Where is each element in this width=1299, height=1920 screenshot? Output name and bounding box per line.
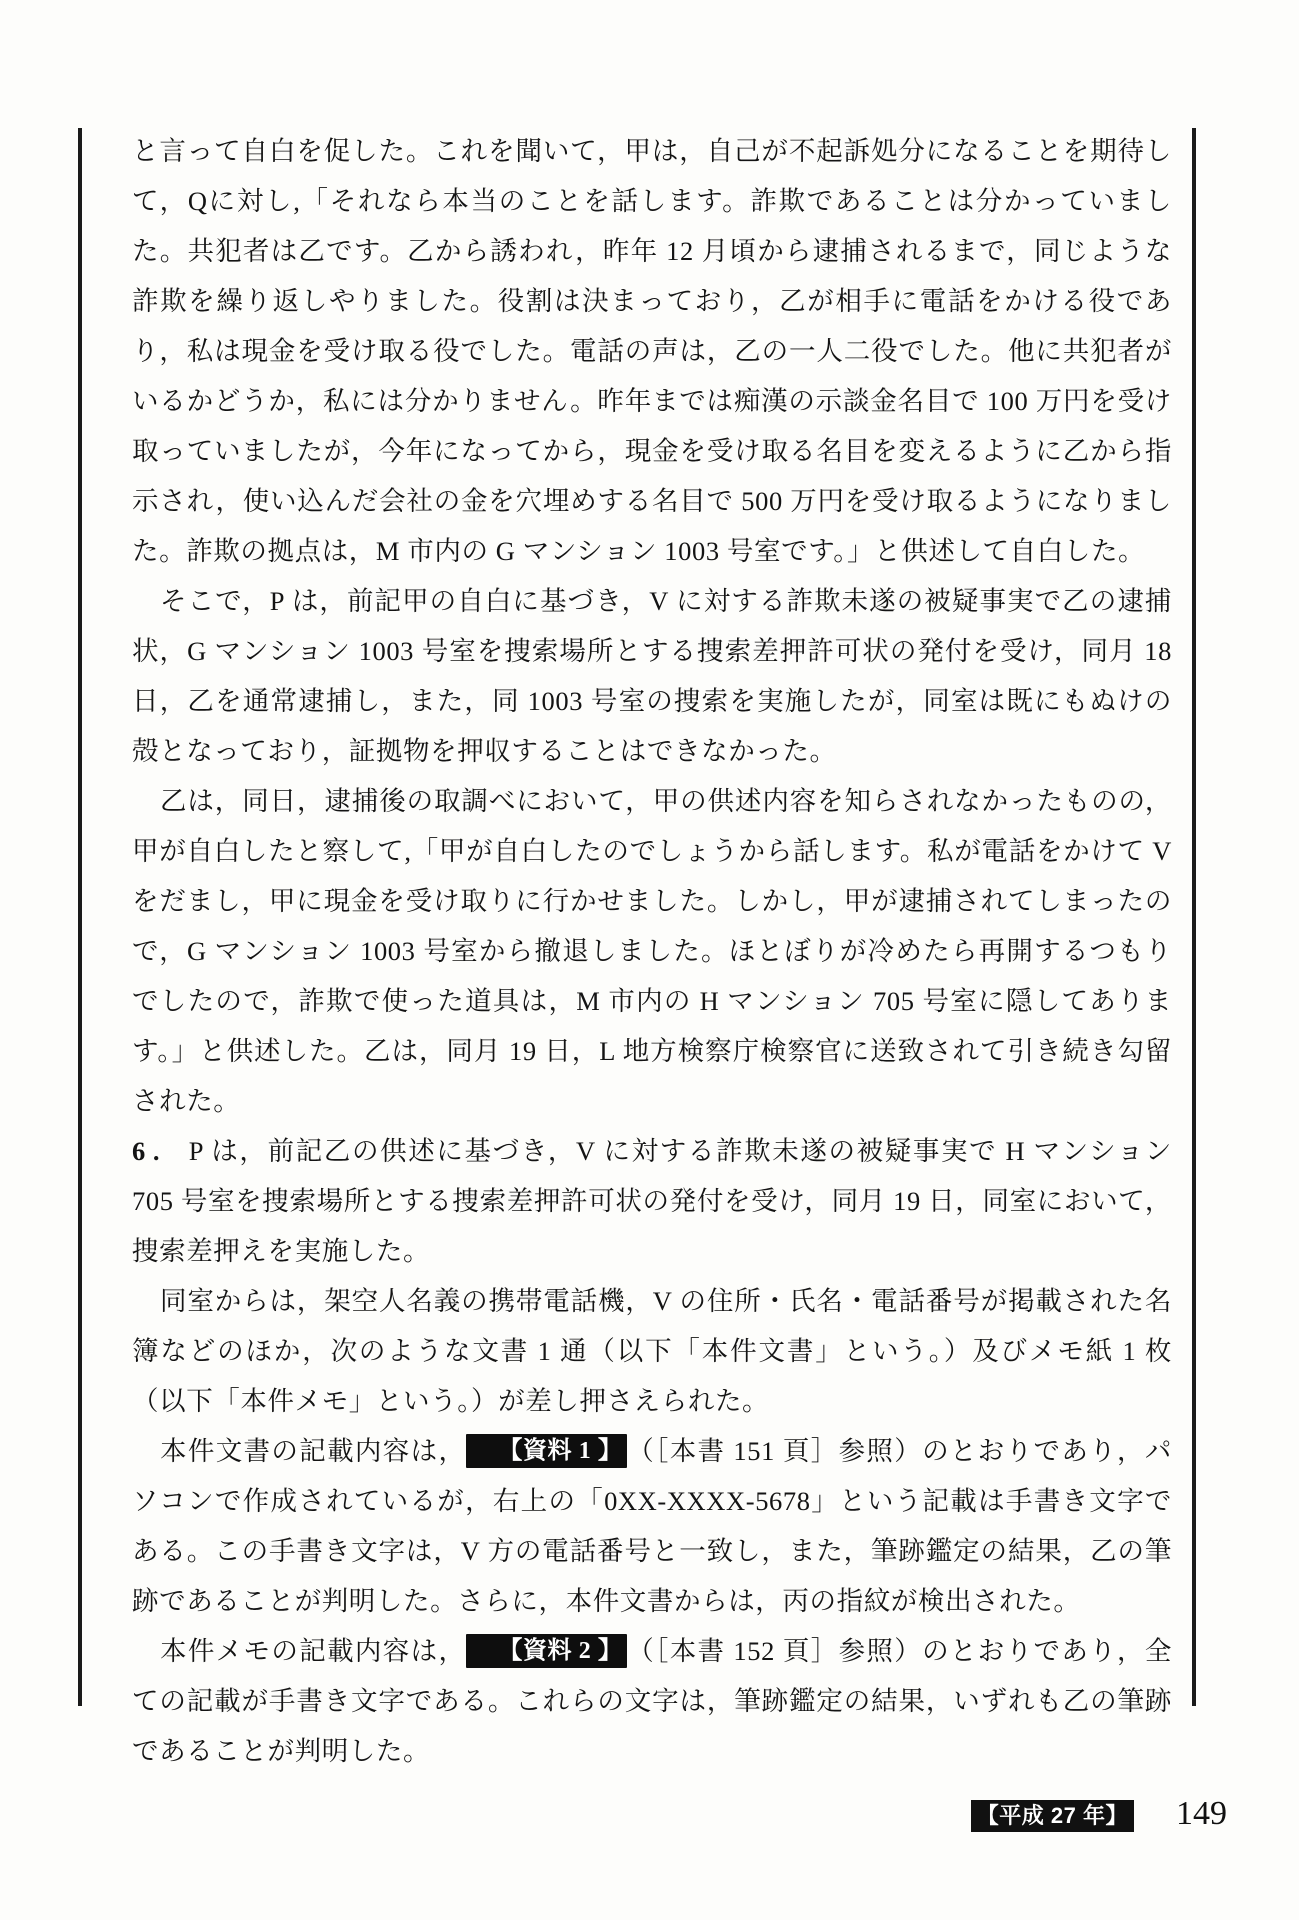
paragraph-7-tail: （［本書 152 頁］参照）のとおりであり，全ての記載が手書き文字である。これらの文字は，筆跡鑑定の結果，いずれも乙の筆跡であることが判明した。 <box>132 1636 1172 1766</box>
page-number: 149 <box>1176 1795 1227 1832</box>
paragraph-3: 乙は，同日，逮捕後の取調べにおいて，甲の供述内容を知らされなかったものの，甲が自白したと察して,「甲が自白したのでしょうから話します。私が電話をかけて V をだまし，甲に現金を受け取りに行かせました。しかし，甲が逮捕されてしまったので，G マンション 1003 号室から撤退しました。ほとぼりが冷めたら再開するつもりでしたので，詐欺で使った道具は，M 市内の H マンション 705 号室に隠してあります。」と供述した。乙は，同月 19 日，L 地方検察庁検察官に送致されて引き続き勾留された。 <box>132 786 1172 1116</box>
page-footer <box>0 1795 1299 1860</box>
paragraph-7 <box>132 1626 1172 1776</box>
paragraph-5: 同室からは，架空人名義の携帯電話機，V の住所・氏名・電話番号が掲載された名簿などのほか，次のような文書 1 通（以下「本件文書」という。）及びメモ紙 1 枚（以下「本件メモ」という。）が差し押さえられた。 <box>132 1286 1172 1416</box>
paragraph-4 <box>132 1126 1172 1276</box>
paragraph-6-lead: 本件文書の記載内容は， <box>160 1436 467 1466</box>
paragraph-7-lead: 本件メモの記載内容は， <box>160 1636 467 1666</box>
paragraph-6 <box>132 1426 1172 1626</box>
paragraph-6-tail: （［本書 151 頁］参照）のとおりであり，パソコンで作成されているが，右上の「0XX-XXXX-5678」という記載は手書き文字である。この手書き文字は，V 方の電話番号と一致し，また，筆跡鑑定の結果，乙の筆跡であることが判明した。さらに，本件文書からは，丙の指紋が検出された。 <box>132 1436 1172 1616</box>
left-margin-rule <box>78 128 82 1706</box>
paragraph-1: と言って自白を促した。これを聞いて，甲は，自己が不起訴処分になることを期待して，Qに対し,「それなら本当のことを話します。詐欺であることは分かっていました。共犯者は乙です。乙から誘われ，昨年 12 月頃から逮捕されるまで，同じような詐欺を繰り返しやりました。役割は決まっており，乙が相手に電話をかける役であり，私は現金を受け取る役でした。電話の声は，乙の一人二役でした。他に共犯者がいるかどうか，私には分かりません。昨年までは痴漢の示談金名目で 100 万円を受け取っていましたが，今年になってから，現金を受け取る名目を変えるように乙から指示され，使い込んだ会社の金を穴埋めする名目で 500 万円を受け取るようになりました。詐欺の拠点は，M 市内の G マンション 1003 号室です。」と供述して自白した。 <box>132 136 1172 566</box>
shiryo-2-badge: 【資料 2 】 <box>466 1634 626 1668</box>
paragraph-2: そこで，P は，前記甲の自白に基づき，V に対する詐欺未遂の被疑事実で乙の逮捕状，G マンション 1003 号室を捜索場所とする捜索差押許可状の発付を受け，同月 18 日，乙を通常逮捕し，また，同 1003 号室の捜索を実施したが，同室は既にもぬけの殻となっており，証拠物を押収することはできなかった。 <box>132 586 1172 766</box>
paragraph-4-text: P は，前記乙の供述に基づき，V に対する詐欺未遂の被疑事実で H マンション 705 号室を捜索場所とする捜索差押許可状の発付を受け，同月 19 日，同室において，捜索差押えを実施した。 <box>132 1136 1172 1266</box>
shiryo-1-badge: 【資料 1 】 <box>466 1434 626 1468</box>
page-body <box>132 126 1172 1776</box>
paragraph-number-6: 6 . <box>132 1136 160 1166</box>
right-margin-rule <box>1192 128 1196 1706</box>
exam-year-badge: 【平成 27 年】 <box>971 1800 1134 1832</box>
